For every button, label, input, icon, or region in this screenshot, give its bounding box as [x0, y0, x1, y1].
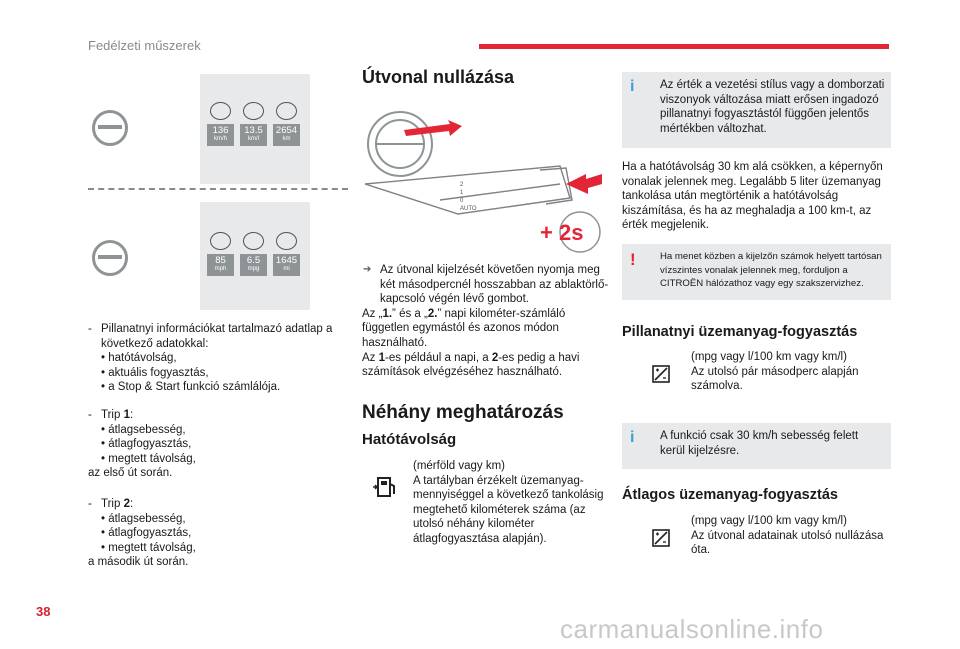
intro-text: Pillanatnyi információkat tartalmazó adatlap a következő adatokkal:: [101, 323, 333, 350]
info-icon: i: [630, 78, 635, 95]
range-body-text: A tartályban érzékelt üzemanyag-mennyiséggel a következő tankolásig megtehető kilométerek száma (az utolsó néhány kilométer átlagfogyasztása alapján).: [413, 474, 604, 545]
trip1-label: Trip: [101, 409, 124, 421]
para-fragment: -es pedig a havi számítások elvégzéséhez használható.: [362, 351, 580, 379]
watermark-text: carmanualsonline.info: [560, 614, 824, 644]
list-dash: -: [88, 498, 92, 510]
trip-reset-title: Útvonal nullázása: [362, 67, 515, 87]
trip1-block: [88, 408, 350, 481]
fuel-consumption-icon: [651, 528, 671, 548]
section-header-title: Fedélzeti műszerek: [88, 38, 201, 53]
para-strong: 1.: [382, 307, 393, 320]
info-note-text: Az érték a vezetési stílus vagy a domborzati viszonyok változása miatt erősen ingadozó pillanatnyi fogyasztástól függően jelentős mértékben változhat.: [660, 79, 885, 135]
highlight-arrow-end: [566, 174, 602, 194]
list-dash: -: [88, 409, 92, 421]
page-number: 38: [36, 604, 51, 619]
trip2-colon: :: [129, 498, 134, 510]
gauge-consumption: [240, 232, 267, 276]
trip2-block: [88, 497, 350, 570]
range-description: [413, 459, 611, 547]
para-fragment: ” és a „: [392, 307, 428, 320]
list-item: • aktuális fogyasztás,: [101, 366, 209, 379]
fuel-consumption-icon: [651, 364, 671, 384]
gauge-value: 2654: [275, 125, 298, 136]
trip-usage-paragraph: [362, 351, 610, 380]
trip1-number: 1: [123, 409, 130, 421]
gauge-distance: [273, 232, 300, 276]
average-consumption-title: Átlagos üzemanyag-fogyasztás: [622, 487, 838, 503]
instant-consumption-description: [691, 350, 891, 394]
stalk-label: 1: [460, 190, 464, 196]
step-instruction: [362, 263, 610, 380]
step-arrow-icon: ➔: [363, 264, 372, 275]
list-item: • átlagsebesség,: [101, 423, 186, 436]
info-note-2-text: A funkció csak 30 km/h sebesség felett kerül kijelzésre.: [660, 430, 859, 457]
gauge-speed: [207, 102, 234, 146]
warning-note: [622, 244, 891, 300]
distance-gauge-icon: [276, 232, 297, 250]
list-dash: -: [88, 323, 92, 335]
steering-wheel-icon: [92, 240, 128, 276]
steering-wheel-illustration: [368, 112, 432, 176]
trip2-label: Trip: [101, 498, 124, 510]
divider-dashed: [88, 188, 348, 190]
gauge-value: 85: [215, 255, 226, 266]
average-consumption-description: [691, 514, 891, 558]
warning-icon: !: [630, 250, 636, 269]
instant-unit-text: (mpg vagy l/100 km vagy km/l): [691, 351, 847, 363]
range-title: Hatótávolság: [362, 431, 457, 448]
para-strong: 2.: [427, 307, 438, 320]
warning-note-text: Ha menet közben a kijelzőn számok helyett tartósan vízszintes vonalak jelennek meg, forduljon a CITROËN hálózathoz vagy egy szakszervizhez.: [660, 251, 882, 289]
trip2-tail: a második út során.: [88, 556, 189, 569]
list-item: • hatótávolság,: [101, 352, 177, 365]
gauge-unit: mi: [283, 266, 290, 272]
stalk-label: AUTO: [460, 206, 477, 212]
range-unit-text: (mérföld vagy km): [413, 460, 506, 472]
left-intro-block: [88, 322, 350, 395]
intro-list: [101, 351, 350, 395]
trip1-colon: :: [129, 409, 134, 421]
gauge-value: 1645: [275, 255, 298, 266]
list-item: • átlagsebesség,: [101, 512, 186, 525]
para-fragment: Az „: [362, 307, 383, 320]
para-strong: 2: [491, 351, 499, 364]
list-item: • megtett távolság,: [101, 541, 196, 554]
gauge-speed: [207, 232, 234, 276]
trip2-list: [101, 512, 350, 556]
badge-text: + 2s: [540, 220, 584, 245]
para-fragment: Az: [362, 351, 379, 364]
header-accent-bar: [479, 44, 889, 49]
stalk-label: 0: [460, 198, 464, 204]
list-item: • a Stop & Start funkció számlálója.: [101, 381, 281, 394]
instant-consumption-title: Pillanatnyi üzemanyag-fogyasztás: [622, 324, 858, 340]
trip2-number: 2: [123, 498, 130, 510]
gauge-unit: mph: [214, 266, 227, 272]
range-warning-paragraph: Ha a hatótávolság 30 km alá csökken, a képernyőn vonalak jelennek meg. Legalább 5 liter üzemanyag tankolása után megtörténik a hatótávolság kiszámítása, és ha az meghaladja a 100 km-t, az érték megjelenik.: [622, 161, 883, 232]
steering-wheel-icon: [92, 110, 128, 146]
gauge-distance: [273, 102, 300, 146]
definitions-title: Néhány meghatározás: [362, 402, 564, 423]
average-body-text: Az útvonal adatainak utolsó nullázása óta.: [691, 529, 884, 557]
list-item: • átlagfogyasztás,: [101, 527, 192, 540]
para-fragment: ” napi kilométer-számláló független egymástól és azonos módon használható.: [362, 307, 566, 349]
display-gauges-top: [207, 102, 300, 146]
speed-gauge-icon: [210, 232, 231, 250]
step-text: Az útvonal kijelzését követően nyomja meg két másodpercnél hosszabban az ablaktörlő-kapcsoló végén lévő gombot.: [380, 264, 609, 306]
wiper-stalk-illustration: [360, 104, 610, 254]
fuel-pump-icon: [372, 474, 398, 500]
gauge-value: 136: [212, 125, 229, 136]
distance-gauge-icon: [276, 102, 297, 120]
badge-plus-2s: [540, 212, 600, 252]
list-item: • átlagfogyasztás,: [101, 438, 192, 451]
para-strong: 1: [378, 351, 386, 364]
gauge-consumption: [240, 102, 267, 146]
gauge-unit: km/h: [213, 136, 227, 142]
highlight-arrow-top: [404, 120, 462, 136]
speed-gauge-icon: [210, 102, 231, 120]
average-unit-text: (mpg vagy l/100 km vagy km/l): [691, 515, 847, 527]
fuel-gauge-icon: [243, 232, 264, 250]
display-gauges-bottom: [207, 232, 300, 276]
gauge-unit: mpg: [247, 266, 260, 272]
info-note-1: [622, 72, 891, 148]
list-item: • megtett távolság,: [101, 452, 196, 465]
para-fragment: -es például a napi, a: [385, 351, 492, 364]
trip1-list: [101, 423, 350, 467]
stalk-label: 2: [460, 182, 464, 188]
info-note-2: [622, 423, 891, 469]
gauge-value: 6.5: [246, 255, 261, 266]
trip-counters-paragraph: [362, 307, 610, 351]
gauge-unit: km: [282, 136, 291, 142]
fuel-gauge-icon: [243, 102, 264, 120]
gauge-value: 13.5: [244, 125, 263, 136]
info-icon: i: [630, 429, 635, 446]
trip1-tail: az első út során.: [88, 467, 173, 480]
gauge-unit: km/l: [248, 136, 259, 142]
instant-body-text: Az utolsó pár másodperc alapján számolva.: [691, 365, 859, 393]
